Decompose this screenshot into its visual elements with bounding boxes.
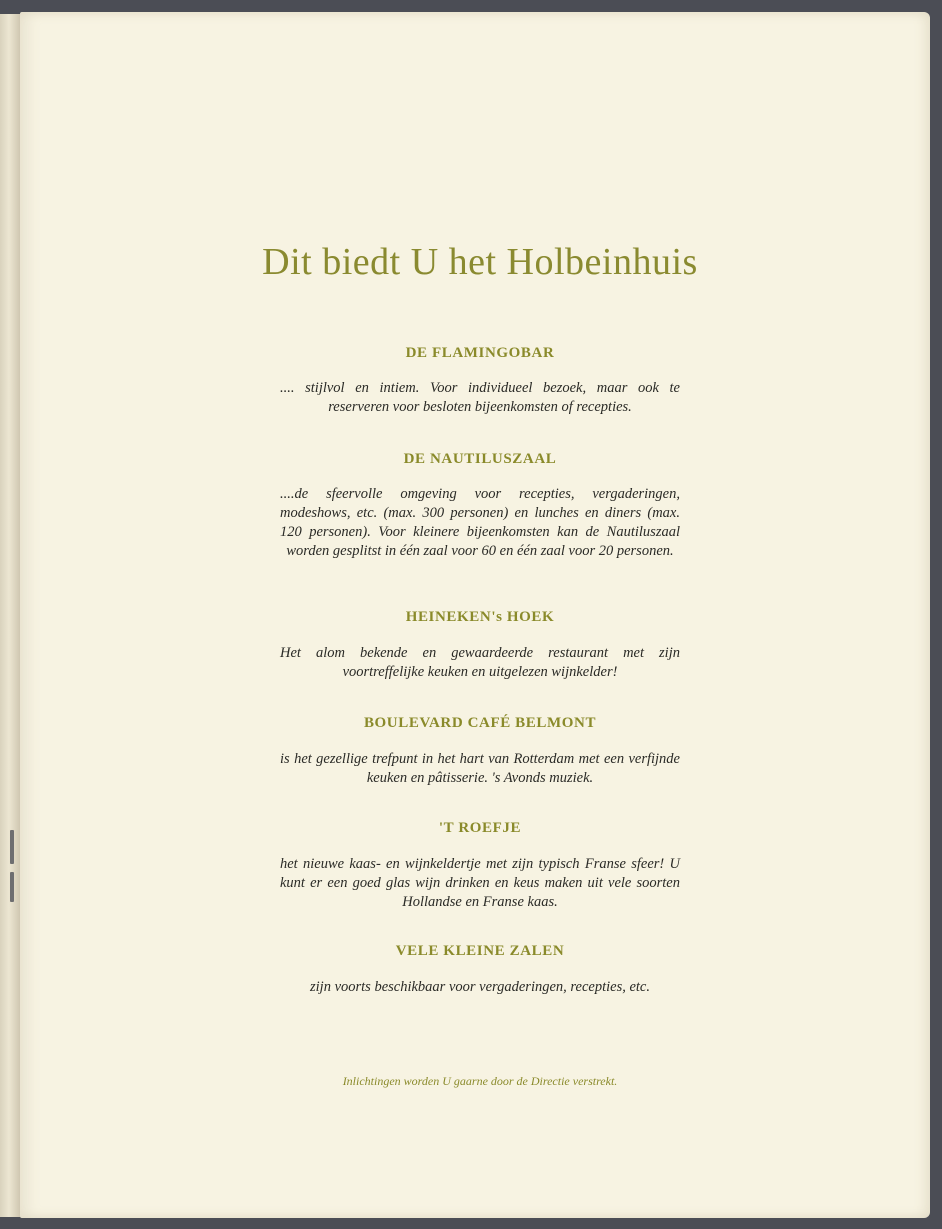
- section-heinekens-hoek: [20, 609, 940, 682]
- section-heading: DE NAUTILUSZAAL: [403, 451, 557, 467]
- section-text: het nieuwe kaas- en wijnkeldertje met zijn typisch Franse sfeer! U kunt er een goed glas wijn drinken en keus maken uit vele soorten Hollandse en Franse kaas.: [280, 856, 680, 910]
- staple: [10, 830, 14, 864]
- page: [20, 12, 930, 1218]
- staple: [10, 872, 14, 902]
- section-heading: VELE KLEINE ZALEN: [395, 943, 565, 959]
- page-title: Dit biedt U het Holbeinhuis: [262, 241, 698, 283]
- section-text: ....de sfeervolle omgeving voor recepties, vergaderingen, modeshows, etc. (max. 300 personen) en lunches en diners (max. 120 personen). Voor kleinere bijeenkomsten kan de Nautiluszaal worden gesplitst in één zaal voor 60 en één zaal voor 20 personen.: [280, 486, 680, 559]
- section-vele-kleine-zalen: [20, 943, 940, 997]
- page-footer: Inlichtingen worden U gaarne door de Directie verstrekt.: [342, 1074, 618, 1088]
- section-nautiluszaal: [20, 451, 940, 561]
- section-heading: DE FLAMINGOBAR: [405, 345, 555, 361]
- section-heading: BOULEVARD CAFÉ BELMONT: [363, 715, 597, 731]
- section-text: Het alom bekende en gewaardeerde restaurant met zijn voortreffelijke keuken en uitgelezen wijnkelder!: [280, 645, 680, 680]
- section-text: zijn voorts beschikbaar voor vergaderingen, recepties, etc.: [310, 979, 650, 995]
- section-text: .... stijlvol en intiem. Voor individueel bezoek, maar ook te reserveren voor besloten bijeenkomsten of recepties.: [280, 380, 680, 415]
- section-boulevard-cafe-belmont: [20, 715, 940, 788]
- section-flamingobar: [20, 345, 940, 417]
- section-heading: HEINEKEN's HOEK: [405, 609, 555, 625]
- binding-edge: [0, 14, 21, 1217]
- section-heading: 'T ROEFJE: [438, 820, 522, 836]
- page-content: [20, 12, 930, 1218]
- section-t-roefje: [20, 820, 940, 912]
- section-text: is het gezellige trefpunt in het hart van Rotterdam met een verfijnde keuken en pâtisserie. 's Avonds muziek.: [280, 751, 680, 786]
